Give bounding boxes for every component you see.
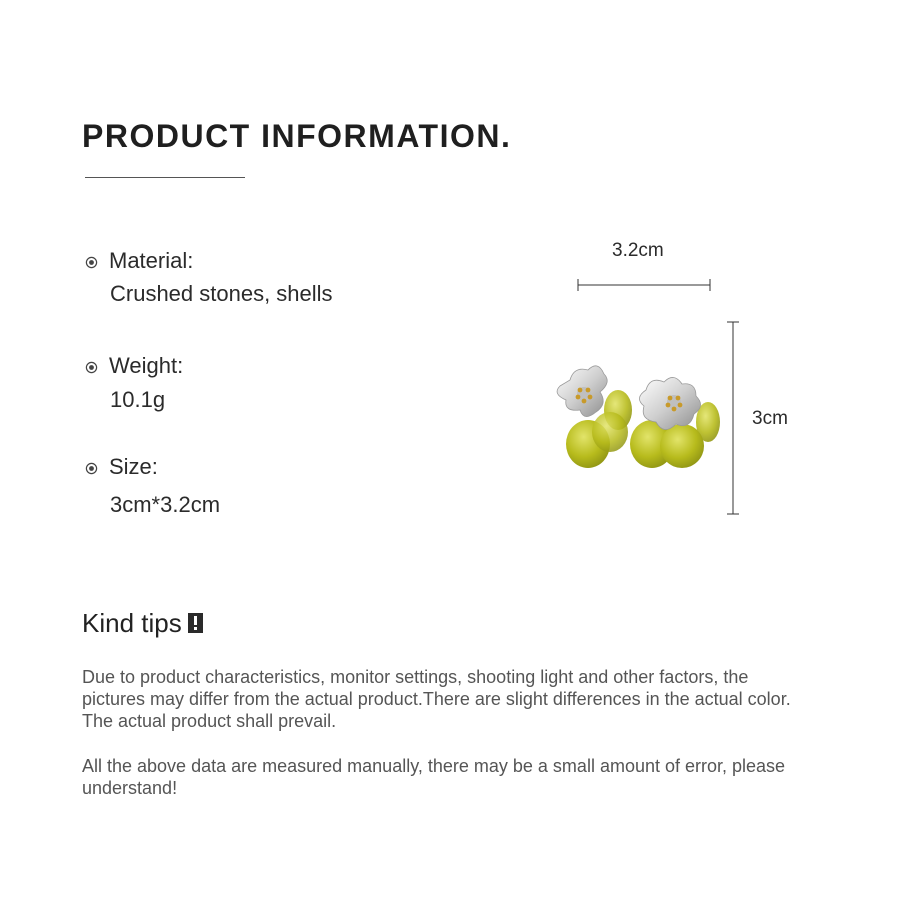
kind-tips-heading [82, 608, 203, 639]
spec-value: 10.1g [110, 387, 166, 412]
page-title: PRODUCT INFORMATION. [82, 118, 512, 154]
right-earring [630, 377, 720, 468]
spec-label: Weight: [109, 353, 184, 378]
exclamation-icon [188, 613, 203, 633]
title-underline [85, 177, 245, 178]
left-earring [557, 366, 632, 468]
spec-value: 3cm*3.2cm [110, 492, 221, 517]
height-dimension-label: 3cm [752, 408, 788, 429]
target-bullet-icon [85, 462, 98, 475]
tips-paragraph: Due to product characteristics, monitor settings, shooting light and other factors, the pictures may differ from the actual product.There are slight differences in the actual color. The actual product shall prevail. [82, 667, 791, 731]
kind-tips-title: Kind tips [82, 608, 182, 638]
target-bullet-icon [85, 256, 98, 269]
spec-label: Size: [109, 454, 158, 479]
width-dimension-label: 3.2cm [612, 240, 664, 261]
spec-value: Crushed stones, shells [110, 281, 333, 306]
tips-paragraph: All the above data are measured manually, there may be a small amount of error, please understand! [82, 756, 786, 798]
width-dimension-line [576, 278, 712, 292]
target-bullet-icon [85, 361, 98, 374]
spec-label: Material: [109, 248, 194, 273]
flower-earrings-image [540, 360, 730, 480]
